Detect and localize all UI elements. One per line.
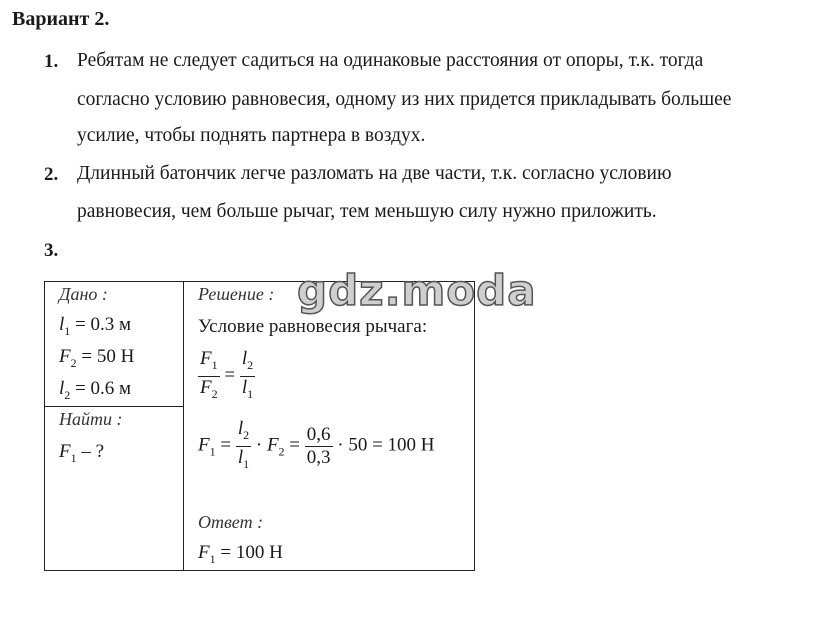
answer-value: $F_1 = 100$ Н <box>198 542 283 566</box>
given-label: Дано : <box>59 284 108 304</box>
find-f1: $F_1$ – ? <box>59 441 105 466</box>
item-3-number: 3. <box>44 240 59 261</box>
solution-cell <box>184 282 475 571</box>
given-l1: $l_1 = 0.3$ м <box>59 314 132 338</box>
item-1-line-3: усилие, чтобы поднять партнера в воздух. <box>77 125 426 146</box>
given-cell <box>45 282 184 407</box>
given-l2: $l_2 = 0.6$ м <box>59 378 132 402</box>
find-cell <box>45 407 184 571</box>
item-1-line-2: согласно условию равновесия, одному из них придется прикладывать большее <box>77 89 732 110</box>
equilibrium-condition: Условие равновесия рычага: <box>198 316 428 337</box>
solution-table <box>44 281 475 571</box>
find-label: Найти : <box>59 409 123 430</box>
item-1-line-1: Ребятам не следует садиться на одинаковые расстояния от опоры, т.к. тогда <box>77 50 704 71</box>
answer-label: Ответ : <box>198 512 264 532</box>
calculation-equation: $F_1$ = $\frac{l_2}{l_1}$ · $F_2$ = $\frac{0,6}{0,3}$ · 50 = 100 Н <box>198 418 435 475</box>
item-1-number: 1. <box>44 51 59 72</box>
variant-title: Вариант 2. <box>12 8 110 30</box>
item-2-line-2: равновесия, чем больше рычаг, тем меньшую силу нужно приложить. <box>77 201 657 222</box>
ratio-equation: $\frac{F_1}{F_2}$ = $\frac{l_2}{l_1}$ <box>198 348 255 405</box>
item-2-line-1: Длинный батончик легче разломать на две части, т.к. согласно условию <box>77 163 672 184</box>
given-f2: $F_2 = 50$ Н <box>59 346 135 370</box>
solution-label: Решение : <box>198 284 275 304</box>
item-2-number: 2. <box>44 164 59 185</box>
watermark-logo: gdz.moda <box>297 266 537 315</box>
